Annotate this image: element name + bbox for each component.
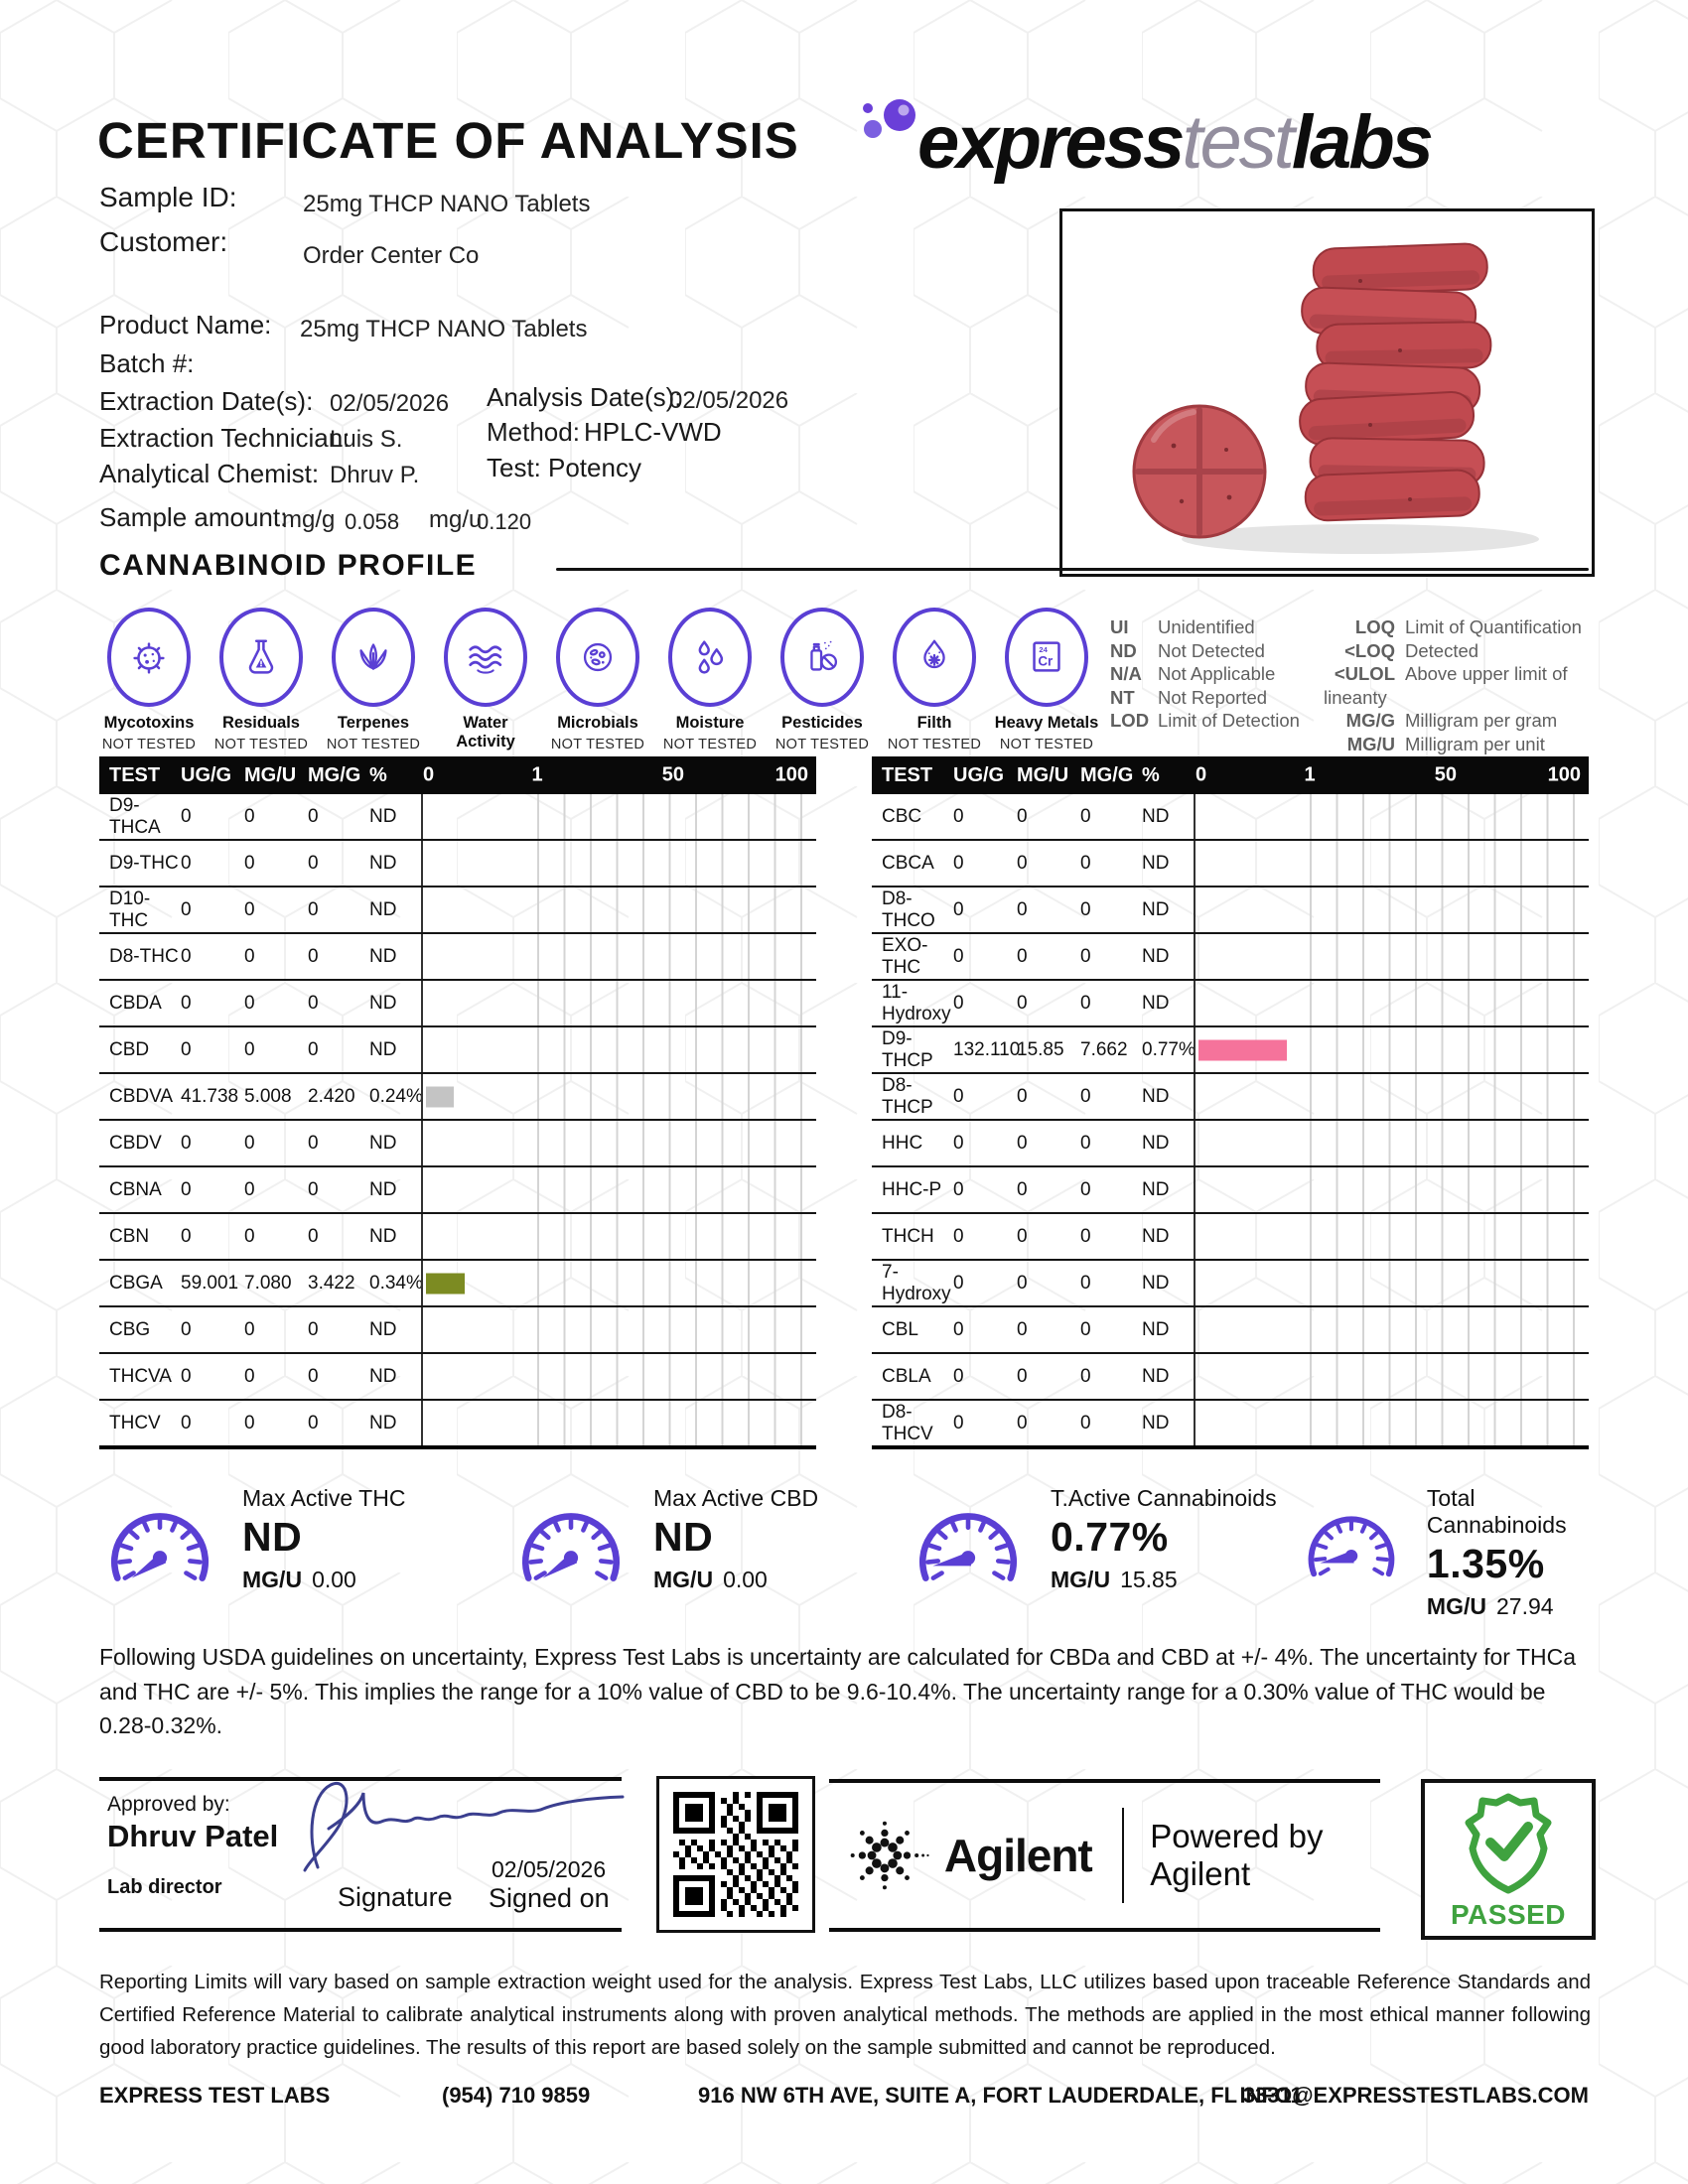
footer-phone: (954) 710 9859	[442, 2083, 591, 2108]
sample-amount-label: Sample amount:	[99, 502, 288, 532]
gauge-title: Max Active THC	[242, 1485, 406, 1511]
panel-label: Residuals	[222, 714, 300, 732]
express-test-labs-logo	[856, 85, 1591, 195]
abbreviations-legend	[1110, 615, 1589, 755]
gauge-icon	[908, 1485, 1029, 1596]
page-title: CERTIFICATE OF ANALYSIS	[97, 112, 799, 169]
panel-label: Microbials	[557, 714, 638, 732]
table-row: THCVA 0 0 0 ND	[99, 1352, 816, 1399]
mycotoxins-icon	[107, 608, 191, 707]
gauge-value: ND	[242, 1514, 303, 1560]
footer-email: INFO@EXPRESSTESTLABS.COM	[1239, 2083, 1589, 2108]
footer-address: 916 NW 6TH AVE, SUITE A, FORT LAUDERDALE, FL 33311	[698, 2083, 1303, 2108]
panel-label: Terpenes	[337, 714, 410, 732]
table-row: CBDV 0 0 0 ND	[99, 1119, 816, 1165]
gauge-total-cannabinoids	[1298, 1485, 1599, 1620]
filth-droplet-icon	[893, 608, 976, 707]
table-row: CBGA 59.001 7.080 3.422 0.34%	[99, 1259, 816, 1305]
section-divider	[556, 568, 1589, 571]
footer-contact-bar	[99, 2083, 1589, 2116]
bar-cell	[421, 934, 816, 979]
sample-id-label: Sample ID:	[99, 182, 237, 212]
extraction-dates-label: Extraction Date(s):	[99, 386, 314, 416]
bar-cell	[421, 981, 816, 1025]
pesticides-spray-icon	[780, 608, 864, 707]
table-body	[872, 794, 1589, 1449]
table-row: EXO-THC 0 0 0 ND	[872, 932, 1589, 979]
table-row: CBCA 0 0 0 ND	[872, 839, 1589, 886]
bar-cell	[1194, 841, 1589, 886]
batch-label: Batch #:	[99, 348, 195, 378]
table-row: CBDVA 41.738 5.008 2.420 0.24%	[99, 1072, 816, 1119]
gauge-unit: MG/U 15.85	[1051, 1567, 1178, 1592]
panel-mycotoxins	[95, 608, 203, 771]
legend-item: LOQ Limit of Quantification	[1354, 616, 1582, 637]
gauge-total-active-cannabinoids	[908, 1485, 1277, 1596]
panel-label: Moisture	[675, 714, 745, 732]
qr-code	[656, 1776, 815, 1933]
residuals-flask-icon	[219, 608, 303, 707]
bar-cell	[421, 1214, 816, 1259]
panel-pesticides	[769, 608, 876, 771]
table-row: D9-THC 0 0 0 ND	[99, 839, 816, 886]
logo-wordmark	[917, 99, 1431, 186]
gauge-title: T.Active Cannabinoids	[1051, 1485, 1277, 1511]
cannabinoid-table-right	[872, 756, 1589, 1449]
bar-cell	[1194, 1121, 1589, 1165]
table-row: CBN 0 0 0 ND	[99, 1212, 816, 1259]
extraction-technician-label: Extraction Technician:	[99, 423, 351, 453]
table-row: D8-THCO 0 0 0 ND	[872, 886, 1589, 932]
tablets-image	[1062, 211, 1586, 568]
footer-company: EXPRESS TEST LABS	[99, 2083, 331, 2108]
bar-cell	[421, 1167, 816, 1212]
gauge-max-active-cbd	[510, 1485, 818, 1596]
bar-cell	[1194, 1167, 1589, 1212]
extraction-technician-value: Luis S.	[330, 426, 403, 453]
bar-scale-header: 0 1 50 100	[423, 763, 808, 786]
product-name-value: 25mg THCP NANO Tablets	[300, 316, 588, 342]
mgu-value: 0.120	[477, 509, 532, 534]
concentration-bar	[426, 1273, 465, 1294]
legend-item: MG/G Milligram per gram	[1345, 710, 1558, 731]
panel-status: NOT TESTED	[101, 737, 197, 752]
bar-cell	[421, 887, 816, 932]
bar-cell	[1194, 981, 1589, 1025]
svg-text:24: 24	[1039, 645, 1048, 655]
legend-item: <ULOL Above upper limit of lineanty	[1324, 663, 1568, 708]
legend-item: LOD Limit of Detection	[1110, 710, 1300, 731]
table-row: CBL 0 0 0 ND	[872, 1305, 1589, 1352]
test-label: Test:	[487, 453, 541, 482]
bar-cell	[1194, 1307, 1589, 1352]
passed-shield-icon	[1457, 1789, 1560, 1896]
legend-item: UI Unidentified	[1110, 616, 1255, 637]
analytical-chemist-label: Analytical Chemist:	[99, 459, 320, 488]
panel-terpenes	[320, 608, 427, 771]
gauge-icon	[1298, 1485, 1405, 1596]
panel-label: Mycotoxins	[103, 714, 195, 732]
method-label: Method:	[487, 417, 580, 447]
table-row: CBDA 0 0 0 ND	[99, 979, 816, 1025]
mgg-label: mg/g	[282, 506, 336, 533]
bar-cell	[1194, 887, 1589, 932]
panel-filth	[881, 608, 988, 771]
legend-column-1	[1110, 615, 1324, 755]
gauge-value: 0.77%	[1051, 1514, 1169, 1560]
bar-cell	[421, 1354, 816, 1399]
bar-cell	[1194, 794, 1589, 839]
mgu-label: mg/u	[429, 506, 483, 533]
bar-cell	[1194, 1261, 1589, 1305]
bar-scale-header: 0 1 50 100	[1196, 763, 1581, 786]
agilent-box	[829, 1779, 1380, 1932]
bar-cell	[421, 1027, 816, 1072]
table-body	[99, 794, 816, 1449]
product-photo	[1059, 208, 1595, 577]
panel-moisture	[656, 608, 764, 771]
gauge-max-active-thc	[99, 1485, 405, 1596]
panel-microbials	[544, 608, 651, 771]
table-row: CBD 0 0 0 ND	[99, 1025, 816, 1072]
table-row: D9-THCP 132.110 15.85 7.662 0.77%	[872, 1025, 1589, 1072]
bar-cell	[421, 1121, 816, 1165]
table-row: D8-THCP 0 0 0 ND	[872, 1072, 1589, 1119]
terpenes-leaf-icon	[332, 608, 415, 707]
sample-id-value: 25mg THCP NANO Tablets	[303, 191, 591, 217]
vertical-divider	[1122, 1808, 1124, 1903]
extraction-dates-value: 02/05/2026	[330, 390, 450, 417]
panel-water-activity	[432, 608, 539, 771]
concentration-bar	[426, 1086, 454, 1107]
legend-item: <LOQ Detected	[1344, 639, 1479, 661]
bar-cell	[1194, 1401, 1589, 1445]
agilent-starburst-icon	[839, 1800, 930, 1911]
bar-cell	[1194, 1027, 1589, 1072]
gauge-value: 1.35%	[1426, 1541, 1545, 1586]
signed-date: 02/05/2026	[492, 1856, 607, 1882]
agilent-brand: Agilent	[943, 1830, 1092, 1881]
qr-code-image	[673, 1792, 798, 1917]
mgg-value: 0.058	[345, 509, 400, 534]
customer-value: Order Center Co	[303, 242, 480, 269]
summary-gauges	[99, 1485, 1599, 1619]
safety-panels-row	[95, 608, 1100, 771]
legend-item: ND Not Detected	[1110, 639, 1265, 661]
logo-test: test	[1182, 100, 1292, 185]
table-row: CBC 0 0 0 ND	[872, 794, 1589, 839]
panel-status: NOT TESTED	[774, 737, 870, 752]
table-row: D8-THCV 0 0 0 ND	[872, 1399, 1589, 1445]
moisture-droplets-icon	[668, 608, 752, 707]
gauge-title: Max Active CBD	[653, 1485, 819, 1511]
table-header: TEST UG/G MG/U MG/G % 0 1 50 100	[872, 756, 1589, 794]
table-row: D8-THC 0 0 0 ND	[99, 932, 816, 979]
bar-cell	[1194, 1354, 1589, 1399]
product-name-label: Product Name:	[99, 310, 272, 340]
legend-item: N/A Not Applicable	[1110, 663, 1276, 684]
panel-status: NOT TESTED	[550, 737, 645, 752]
bar-cell	[421, 1261, 816, 1305]
table-row: THCH 0 0 0 ND	[872, 1212, 1589, 1259]
passed-badge	[1421, 1779, 1596, 1940]
approval-signature-box	[99, 1777, 622, 1932]
method-value: HPLC-VWD	[584, 417, 722, 447]
table-row: 7-Hydroxy 0 0 0 ND	[872, 1259, 1589, 1305]
table-row: HHC 0 0 0 ND	[872, 1119, 1589, 1165]
analysis-dates-value: 02/05/2026	[669, 387, 789, 414]
concentration-bar	[1198, 1039, 1287, 1060]
approved-by-label: Approved by:	[107, 1793, 230, 1816]
panel-heavy-metals	[993, 608, 1100, 771]
bar-cell	[421, 1307, 816, 1352]
table-row: CBG 0 0 0 ND	[99, 1305, 816, 1352]
cannabinoid-profile-title: CANNABINOID PROFILE	[99, 549, 478, 582]
passed-label: PASSED	[1450, 1899, 1567, 1930]
panel-status: NOT TESTED	[999, 737, 1094, 752]
signed-on-label: Signed on	[489, 1883, 610, 1913]
legend-column-2	[1324, 615, 1589, 755]
gauge-value: ND	[653, 1514, 714, 1560]
bar-cell	[1194, 934, 1589, 979]
gauge-unit: MG/U 27.94	[1426, 1593, 1554, 1619]
table-row: CBNA 0 0 0 ND	[99, 1165, 816, 1212]
bar-cell	[421, 841, 816, 886]
table-row: CBLA 0 0 0 ND	[872, 1352, 1589, 1399]
legend-item: MG/U Milligram per unit	[1346, 733, 1545, 754]
approver-role: Lab director	[107, 1876, 222, 1898]
test-value: Potency	[548, 453, 641, 482]
panel-status: NOT TESTED	[326, 737, 421, 752]
logo-labs: labs	[1291, 100, 1431, 185]
panel-status: NOT TESTED	[662, 737, 758, 752]
panel-status: NOT TESTED	[213, 737, 309, 752]
table-header: TEST UG/G MG/U MG/G % 0 1 50 100	[99, 756, 816, 794]
panel-label: Pesticides	[781, 714, 863, 732]
cannabinoid-table-left	[99, 756, 816, 1449]
bar-cell	[1194, 1074, 1589, 1119]
panel-residuals	[208, 608, 315, 771]
svg-text:Cr: Cr	[1038, 653, 1054, 669]
gauge-title: Total Cannabinoids	[1426, 1485, 1567, 1538]
powered-by-agilent: Powered by Agilent	[1150, 1818, 1324, 1892]
gauge-unit: MG/U 0.00	[242, 1567, 356, 1592]
approver-name: Dhruv Patel	[107, 1819, 279, 1853]
customer-label: Customer:	[99, 226, 228, 257]
bar-cell	[1194, 1214, 1589, 1259]
table-row: HHC-P 0 0 0 ND	[872, 1165, 1589, 1212]
panel-label: Heavy Metals	[994, 714, 1099, 732]
table-row: 11-Hydroxy 0 0 0 ND	[872, 979, 1589, 1025]
table-row: D10-THC 0 0 0 ND	[99, 886, 816, 932]
table-row: THCV 0 0 0 ND	[99, 1399, 816, 1445]
gauge-icon	[99, 1485, 220, 1596]
panel-label: Filth	[916, 714, 952, 732]
logo-express: express	[917, 100, 1183, 185]
water-activity-waves-icon	[444, 608, 527, 707]
cannabinoid-tables	[99, 756, 1589, 1444]
analytical-chemist-value: Dhruv P.	[330, 462, 420, 488]
legend-item: NT Not Reported	[1110, 686, 1268, 708]
disclaimer-text: Reporting Limits will vary based on sample extraction weight used for the analysis. Express Test Labs, LLC utilizes based upon traceable Reference Standards and Certified Reference Material to calibrate analytical instruments along with proven analytical methods. The methods are applied in the most ethical manner following good laboratory practice guidelines. The results of this report are based solely on the sample submitted and cannot be reproduced.	[99, 1971, 1591, 2060]
uncertainty-note: Following USDA guidelines on uncertainty, Express Test Labs is uncertainty are calculated for CBDa and CBD at +/- 4%. The uncertainty for THCa and THC are +/- 5%. This implies the range for a 10% value of CBD to be 9.6-10.4%. The uncertainty range for a 0.30% value of THC would be 0.28-0.32%.	[99, 1644, 1577, 1738]
table-row: D9-THCA 0 0 0 ND	[99, 794, 816, 839]
signature-label: Signature	[338, 1882, 453, 1912]
gauge-unit: MG/U 0.00	[653, 1567, 768, 1592]
analysis-dates-label: Analysis Date(s):	[487, 382, 682, 412]
gauge-icon	[510, 1485, 632, 1596]
bar-cell	[421, 794, 816, 839]
microbials-petri-icon	[556, 608, 639, 707]
heavy-metals-cr-icon	[1005, 608, 1088, 707]
panel-status: NOT TESTED	[887, 737, 982, 752]
panel-label: Water Activity	[456, 714, 515, 751]
bar-cell	[421, 1401, 816, 1445]
bar-cell	[421, 1074, 816, 1119]
